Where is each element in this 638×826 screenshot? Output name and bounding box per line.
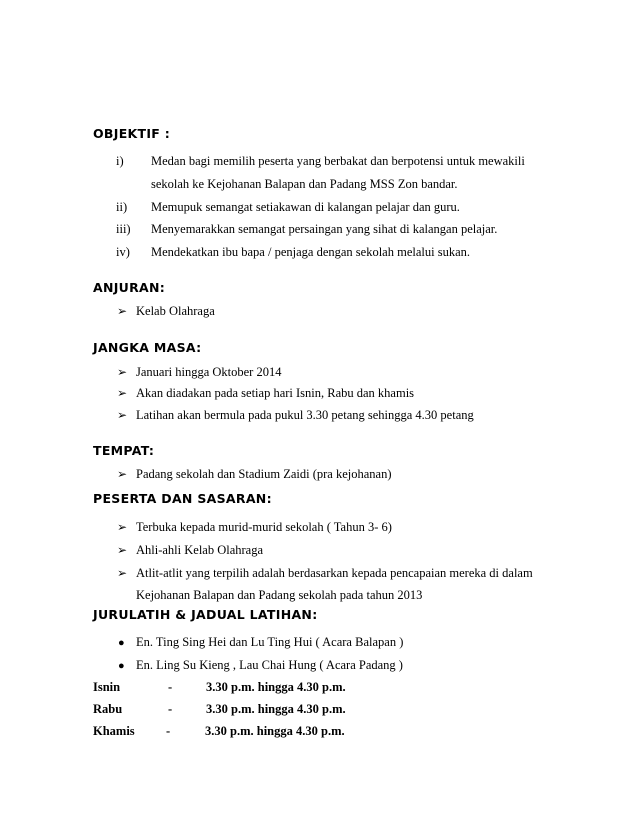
bullet-icon: ● xyxy=(118,660,125,672)
jadual-dash-2: - xyxy=(168,702,173,716)
objektif-num-3: iii) xyxy=(116,222,131,236)
arrow-icon: ➢ xyxy=(117,408,128,422)
tempat-heading: TEMPAT: xyxy=(93,443,155,458)
arrow-icon: ➢ xyxy=(117,304,128,318)
jurulatih-item-2: En. Ling Su Kieng , Lau Chai Hung ( Acara Padang ) xyxy=(136,658,403,672)
jadual-time-2: 3.30 p.m. hingga 4.30 p.m. xyxy=(206,702,346,716)
peserta-item-1: Terbuka kepada murid-murid sekolah ( Tahun 3- 6) xyxy=(136,520,392,534)
arrow-icon: ➢ xyxy=(117,543,128,557)
jangka-masa-item-2: Akan diadakan pada setiap hari Isnin, Rabu dan khamis xyxy=(136,386,415,400)
jurulatih-item-1: En. Ting Sing Hei dan Lu Ting Hui ( Acara Balapan ) xyxy=(136,635,404,649)
arrow-icon: ➢ xyxy=(117,520,128,534)
arrow-icon: ➢ xyxy=(117,566,128,580)
objektif-text-1b: sekolah ke Kejohanan Balapan dan Padang MSS Zon bandar. xyxy=(151,177,458,191)
jadual-time-3: 3.30 p.m. hingga 4.30 p.m. xyxy=(205,724,345,738)
anjuran-heading: ANJURAN: xyxy=(93,280,166,295)
jadual-dash-3: - xyxy=(166,724,171,738)
jangka-masa-item-1: Januari hingga Oktober 2014 xyxy=(136,365,282,379)
arrow-icon: ➢ xyxy=(117,386,128,400)
peserta-item-3a: Atlit-atlit yang terpilih adalah berdasarkan kepada pencapaian mereka di dalam xyxy=(136,566,533,580)
jadual-day-1: Isnin xyxy=(93,680,121,694)
peserta-item-2: Ahli-ahli Kelab Olahraga xyxy=(136,543,264,557)
objektif-num-1: i) xyxy=(116,154,124,168)
jadual-day-3: Khamis xyxy=(93,724,135,738)
jadual-time-1: 3.30 p.m. hingga 4.30 p.m. xyxy=(206,680,346,694)
peserta-item-3b: Kejohanan Balapan dan Padang sekolah pada tahun 2013 xyxy=(136,588,423,602)
jangka-masa-heading: JANGKA MASA: xyxy=(93,340,202,355)
objektif-heading: OBJEKTIF : xyxy=(93,126,171,141)
objektif-text-1a: Medan bagi memilih peserta yang berbakat dan berpotensi untuk mewakili xyxy=(151,154,525,168)
bullet-icon: ● xyxy=(118,637,125,649)
peserta-heading: PESERTA DAN SASARAN: xyxy=(93,491,272,506)
jadual-dash-1: - xyxy=(168,680,173,694)
jadual-day-2: Rabu xyxy=(93,702,123,716)
jangka-masa-item-3: Latihan akan bermula pada pukul 3.30 petang sehingga 4.30 petang xyxy=(136,408,474,422)
objektif-text-4: Mendekatkan ibu bapa / penjaga dengan sekolah melalui sukan. xyxy=(151,245,470,259)
tempat-item-1: Padang sekolah dan Stadium Zaidi (pra kejohanan) xyxy=(136,467,392,481)
arrow-icon: ➢ xyxy=(117,365,128,379)
objektif-num-4: iv) xyxy=(116,245,130,259)
arrow-icon: ➢ xyxy=(117,467,128,481)
objektif-text-3: Menyemarakkan semangat persaingan yang sihat di kalangan pelajar. xyxy=(151,222,498,236)
objektif-num-2: ii) xyxy=(116,200,128,214)
jurulatih-heading: JURULATIH & JADUAL LATIHAN: xyxy=(93,607,318,622)
objektif-text-2: Memupuk semangat setiakawan di kalangan pelajar dan guru. xyxy=(151,200,460,214)
anjuran-item-1: Kelab Olahraga xyxy=(136,304,215,318)
